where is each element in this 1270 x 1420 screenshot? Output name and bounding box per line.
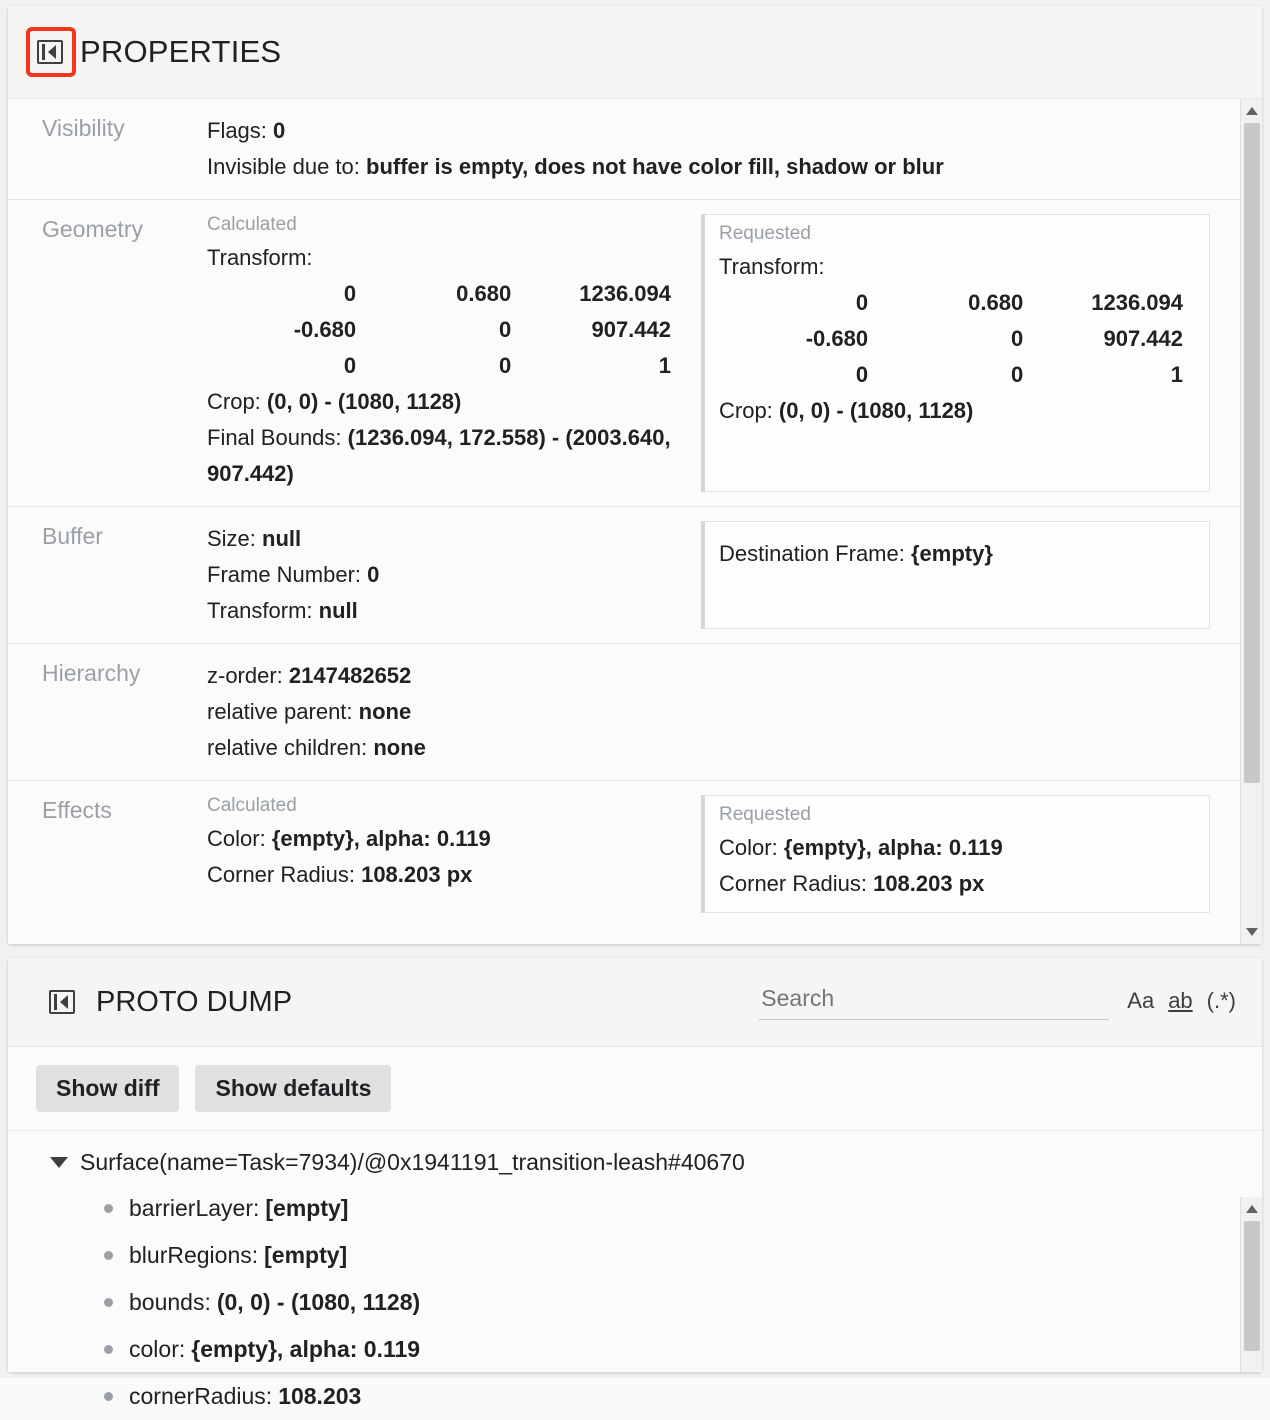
scrollbar-thumb[interactable] <box>1244 123 1260 783</box>
effects-color-label: Color: <box>719 835 778 860</box>
search-input[interactable] <box>759 984 1109 1013</box>
list-item[interactable] <box>36 1232 1262 1279</box>
list-item[interactable] <box>36 1279 1262 1326</box>
section-label-buffer: Buffer <box>42 523 103 549</box>
bullet-icon <box>104 1204 113 1213</box>
matrix-cell: 0 <box>1010 362 1024 387</box>
effects-requested-title: Requested <box>719 804 811 825</box>
show-defaults-button[interactable]: Show defaults <box>195 1065 391 1112</box>
section-visibility <box>8 99 1240 200</box>
crop-value: (0, 0) - (1080, 1128) <box>778 398 974 423</box>
hierarchy-values <box>207 658 1210 766</box>
effects-calculated-title: Calculated <box>207 795 297 816</box>
list-item[interactable] <box>36 1185 1262 1232</box>
matrix-cell: 907.442 <box>1103 326 1183 351</box>
properties-panel <box>8 6 1262 944</box>
relative-children-label: relative children: <box>207 735 368 760</box>
matrix-cell: 0 <box>855 290 869 315</box>
matrix-cell: -0.680 <box>805 326 869 351</box>
matrix-cell: 0.680 <box>968 290 1024 315</box>
flags-label: Flags: <box>207 118 267 143</box>
tree-root-label: Surface(name=Task=7934)/@0x1941191_transition-leash#40670 <box>80 1149 745 1175</box>
geometry-calculated-matrix <box>207 276 677 384</box>
properties-scroll-area <box>8 99 1240 944</box>
properties-scrollbar[interactable] <box>1240 99 1262 944</box>
proto-dump-scrollbar[interactable] <box>1240 1197 1262 1372</box>
final-bounds-value: (1236.094, 172.558) - (2003.640, 907.442) <box>207 425 671 486</box>
matrix-cell: 0 <box>855 362 869 387</box>
matrix-cell: 0 <box>1010 326 1024 351</box>
tree-item-key: blurRegions: <box>129 1242 259 1268</box>
crop-label: Crop: <box>719 398 773 423</box>
geometry-requested-matrix <box>719 285 1189 393</box>
geometry-requested-title: Requested <box>719 223 811 244</box>
effects-color-label: Color: <box>207 826 266 851</box>
matrix-cell: -0.680 <box>293 317 357 342</box>
scroll-up-icon[interactable] <box>1246 1205 1258 1213</box>
relative-children-value: none <box>373 735 426 760</box>
proto-dump-title: PROTO DUMP <box>96 985 293 1018</box>
matrix-cell: 0.680 <box>456 281 512 306</box>
geometry-calculated-title: Calculated <box>207 214 297 235</box>
destination-frame-label: Destination Frame: <box>719 541 905 566</box>
effects-color-value: {empty}, alpha: 0.119 <box>783 835 1003 860</box>
proto-dump-header <box>8 958 1262 1046</box>
matrix-cell: 0 <box>343 353 357 378</box>
proto-dump-body <box>8 1046 1262 1409</box>
effects-requested <box>701 795 1210 913</box>
matrix-cell: 0 <box>498 317 512 342</box>
section-label-hierarchy: Hierarchy <box>42 660 141 686</box>
list-item[interactable] <box>36 1326 1262 1373</box>
geometry-requested <box>701 214 1210 492</box>
bullet-icon <box>104 1251 113 1260</box>
effects-calculated <box>207 795 685 913</box>
properties-body <box>8 98 1262 944</box>
zorder-label: z-order: <box>207 663 283 688</box>
flags-value: 0 <box>273 118 286 143</box>
relative-parent-value: none <box>358 699 412 724</box>
section-label-visibility: Visibility <box>42 115 125 141</box>
buffer-frame-number-label: Frame Number: <box>207 562 362 587</box>
invisible-label: Invisible due to: <box>207 154 360 179</box>
tree-item-key: bounds: <box>129 1289 211 1315</box>
section-effects <box>8 781 1240 927</box>
zorder-value: 2147482652 <box>288 663 412 688</box>
tree-item-value: 108.203 <box>278 1383 362 1409</box>
effects-color-value: {empty}, alpha: 0.119 <box>271 826 491 851</box>
buffer-destination-frame <box>701 521 1210 629</box>
bullet-icon <box>104 1345 113 1354</box>
section-label-effects: Effects <box>42 797 112 823</box>
scrollbar-thumb[interactable] <box>1244 1221 1260 1351</box>
tree-root-node[interactable] <box>36 1139 1262 1185</box>
search-options <box>1127 988 1236 1020</box>
tree-item-value: [empty] <box>265 1195 349 1221</box>
tree-item-key: color: <box>129 1336 186 1362</box>
effects-corner-radius-label: Corner Radius: <box>719 871 867 896</box>
bullet-icon <box>104 1392 113 1401</box>
show-diff-button[interactable]: Show diff <box>36 1065 179 1112</box>
geometry-requested-transform-label: Transform: <box>719 254 825 279</box>
search-area <box>759 984 1236 1020</box>
search-field[interactable] <box>759 984 1109 1020</box>
proto-dump-panel <box>8 958 1262 1409</box>
matrix-cell: 0 <box>343 281 357 306</box>
geometry-calculated-transform-label: Transform: <box>207 245 313 270</box>
tree-item-value: (0, 0) - (1080, 1128) <box>216 1289 421 1315</box>
matrix-cell: 1 <box>658 353 671 378</box>
properties-header <box>8 6 1262 98</box>
visibility-values <box>207 113 1210 185</box>
collapse-panel-icon[interactable] <box>42 981 84 1023</box>
relative-parent-label: relative parent: <box>207 699 353 724</box>
page-title: PROPERTIES <box>80 34 282 69</box>
regex-icon[interactable]: (.*) <box>1206 988 1236 1013</box>
proto-dump-tree <box>8 1130 1262 1420</box>
buffer-values <box>207 521 685 629</box>
invisible-value: buffer is empty, does not have color fill, shadow or blur <box>366 154 944 179</box>
matrix-cell: 907.442 <box>591 317 671 342</box>
section-label-geometry: Geometry <box>42 216 143 242</box>
collapse-glyph-icon <box>49 988 77 1016</box>
destination-frame-value: {empty} <box>910 541 993 566</box>
effects-corner-radius-value: 108.203 px <box>361 862 473 887</box>
matrix-cell: 1236.094 <box>1091 290 1183 315</box>
tree-item-key: cornerRadius: <box>129 1383 273 1409</box>
collapse-panel-icon[interactable] <box>30 31 72 73</box>
geometry-calculated <box>207 214 685 492</box>
final-bounds-label: Final Bounds: <box>207 425 342 450</box>
collapse-glyph-icon <box>37 38 65 66</box>
proto-dump-toolbar <box>8 1047 1262 1126</box>
bullet-icon <box>104 1298 113 1307</box>
buffer-transform-label: Transform: <box>207 598 313 623</box>
section-hierarchy <box>8 644 1240 781</box>
scroll-up-icon[interactable] <box>1246 107 1258 115</box>
match-case-icon[interactable]: Aa <box>1127 988 1155 1013</box>
buffer-size-label: Size: <box>207 526 256 551</box>
effects-corner-radius-value: 108.203 px <box>873 871 985 896</box>
crop-value: (0, 0) - (1080, 1128) <box>266 389 462 414</box>
tree-item-value: {empty}, alpha: 0.119 <box>191 1336 421 1362</box>
list-item[interactable] <box>36 1373 1262 1420</box>
section-buffer <box>8 507 1240 644</box>
matrix-cell: 1 <box>1170 362 1183 387</box>
effects-corner-radius-label: Corner Radius: <box>207 862 355 887</box>
whole-word-icon[interactable]: ab <box>1168 988 1193 1013</box>
buffer-size-value: null <box>262 526 302 551</box>
scroll-down-icon[interactable] <box>1246 928 1258 936</box>
matrix-cell: 0 <box>498 353 512 378</box>
chevron-down-icon[interactable] <box>50 1157 68 1168</box>
crop-label: Crop: <box>207 389 261 414</box>
matrix-cell: 1236.094 <box>579 281 671 306</box>
buffer-transform-value: null <box>318 598 358 623</box>
section-geometry <box>8 200 1240 507</box>
buffer-frame-number-value: 0 <box>367 562 380 587</box>
tree-item-value: [empty] <box>264 1242 348 1268</box>
tree-item-key: barrierLayer: <box>129 1195 260 1221</box>
